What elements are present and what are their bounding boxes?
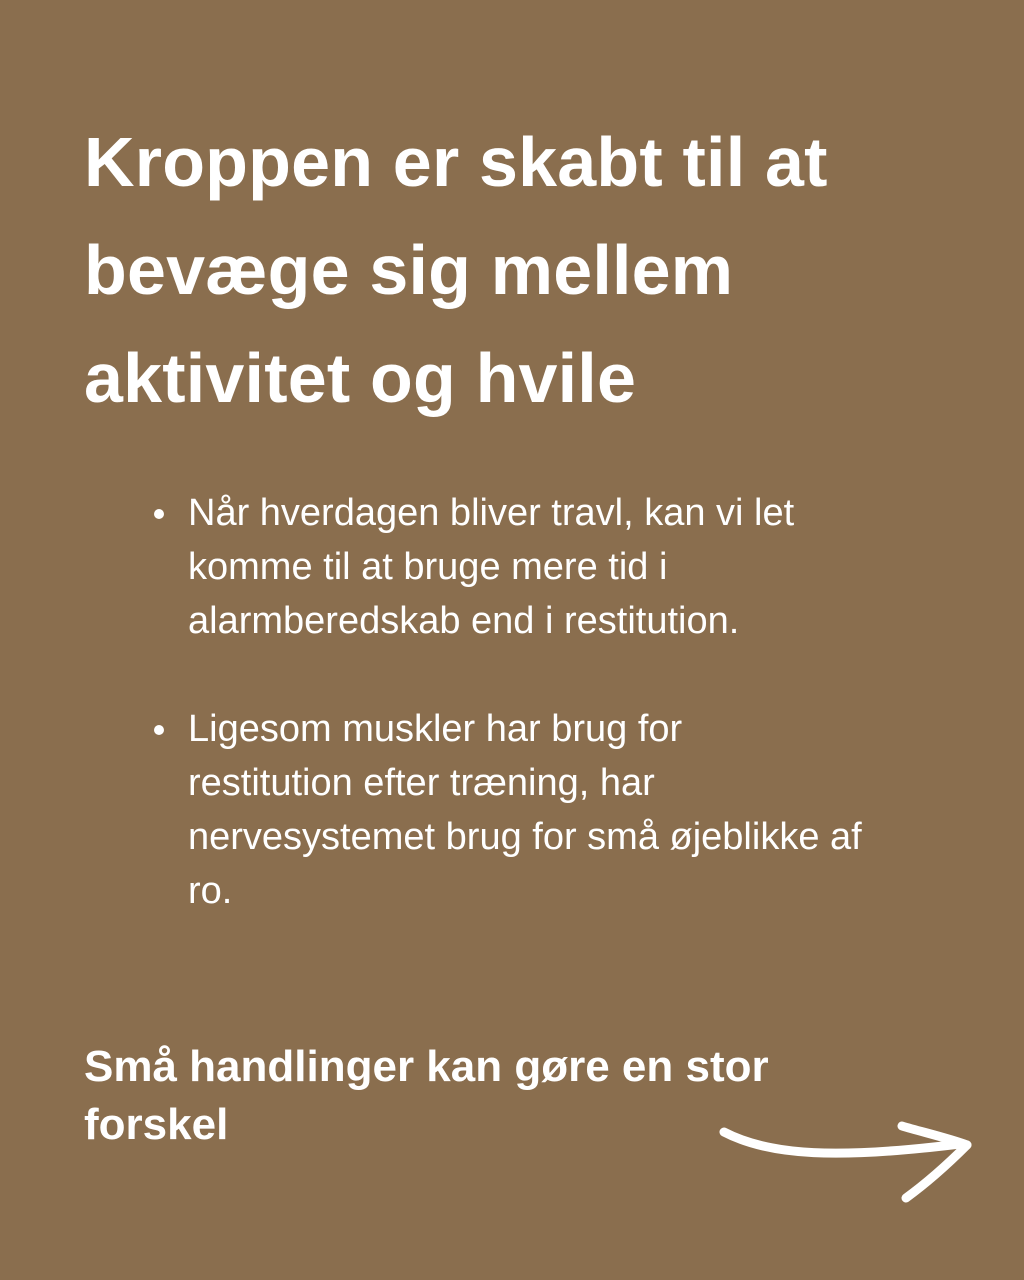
cta-line-1: Små handlinger kan gøre en stor [84, 1042, 769, 1091]
bullet-2-line-3: nervesystemet brug for små øjeblikke af [188, 816, 862, 858]
bullet-2-line-4: ro. [188, 870, 233, 912]
bullet-item-2 [152, 702, 942, 918]
headline-line-3: aktivitet og hvile [84, 339, 637, 417]
bullet-1-line-3: alarmberedskab end i restitution. [188, 600, 740, 642]
bullet-text-1 [188, 486, 942, 648]
headline [84, 108, 964, 432]
bullet-dot-icon [154, 725, 164, 735]
bullet-text-2 [188, 702, 942, 918]
headline-line-1: Kroppen er skabt til at [84, 123, 828, 201]
bullet-1-line-2: komme til at bruge mere tid i [188, 546, 668, 588]
bullet-list [152, 486, 942, 918]
cta-line-2: forskel [84, 1100, 229, 1149]
bullet-item-1 [152, 486, 942, 648]
right-arrow-icon[interactable] [716, 1114, 980, 1214]
bullet-1-line-1: Når hverdagen bliver travl, kan vi let [188, 492, 795, 534]
bullet-2-line-1: Ligesom muskler har brug for [188, 708, 683, 750]
headline-line-2: bevæge sig mellem [84, 231, 734, 309]
bullet-2-line-2: restitution efter træning, har [188, 762, 655, 804]
bullet-dot-icon [154, 509, 164, 519]
